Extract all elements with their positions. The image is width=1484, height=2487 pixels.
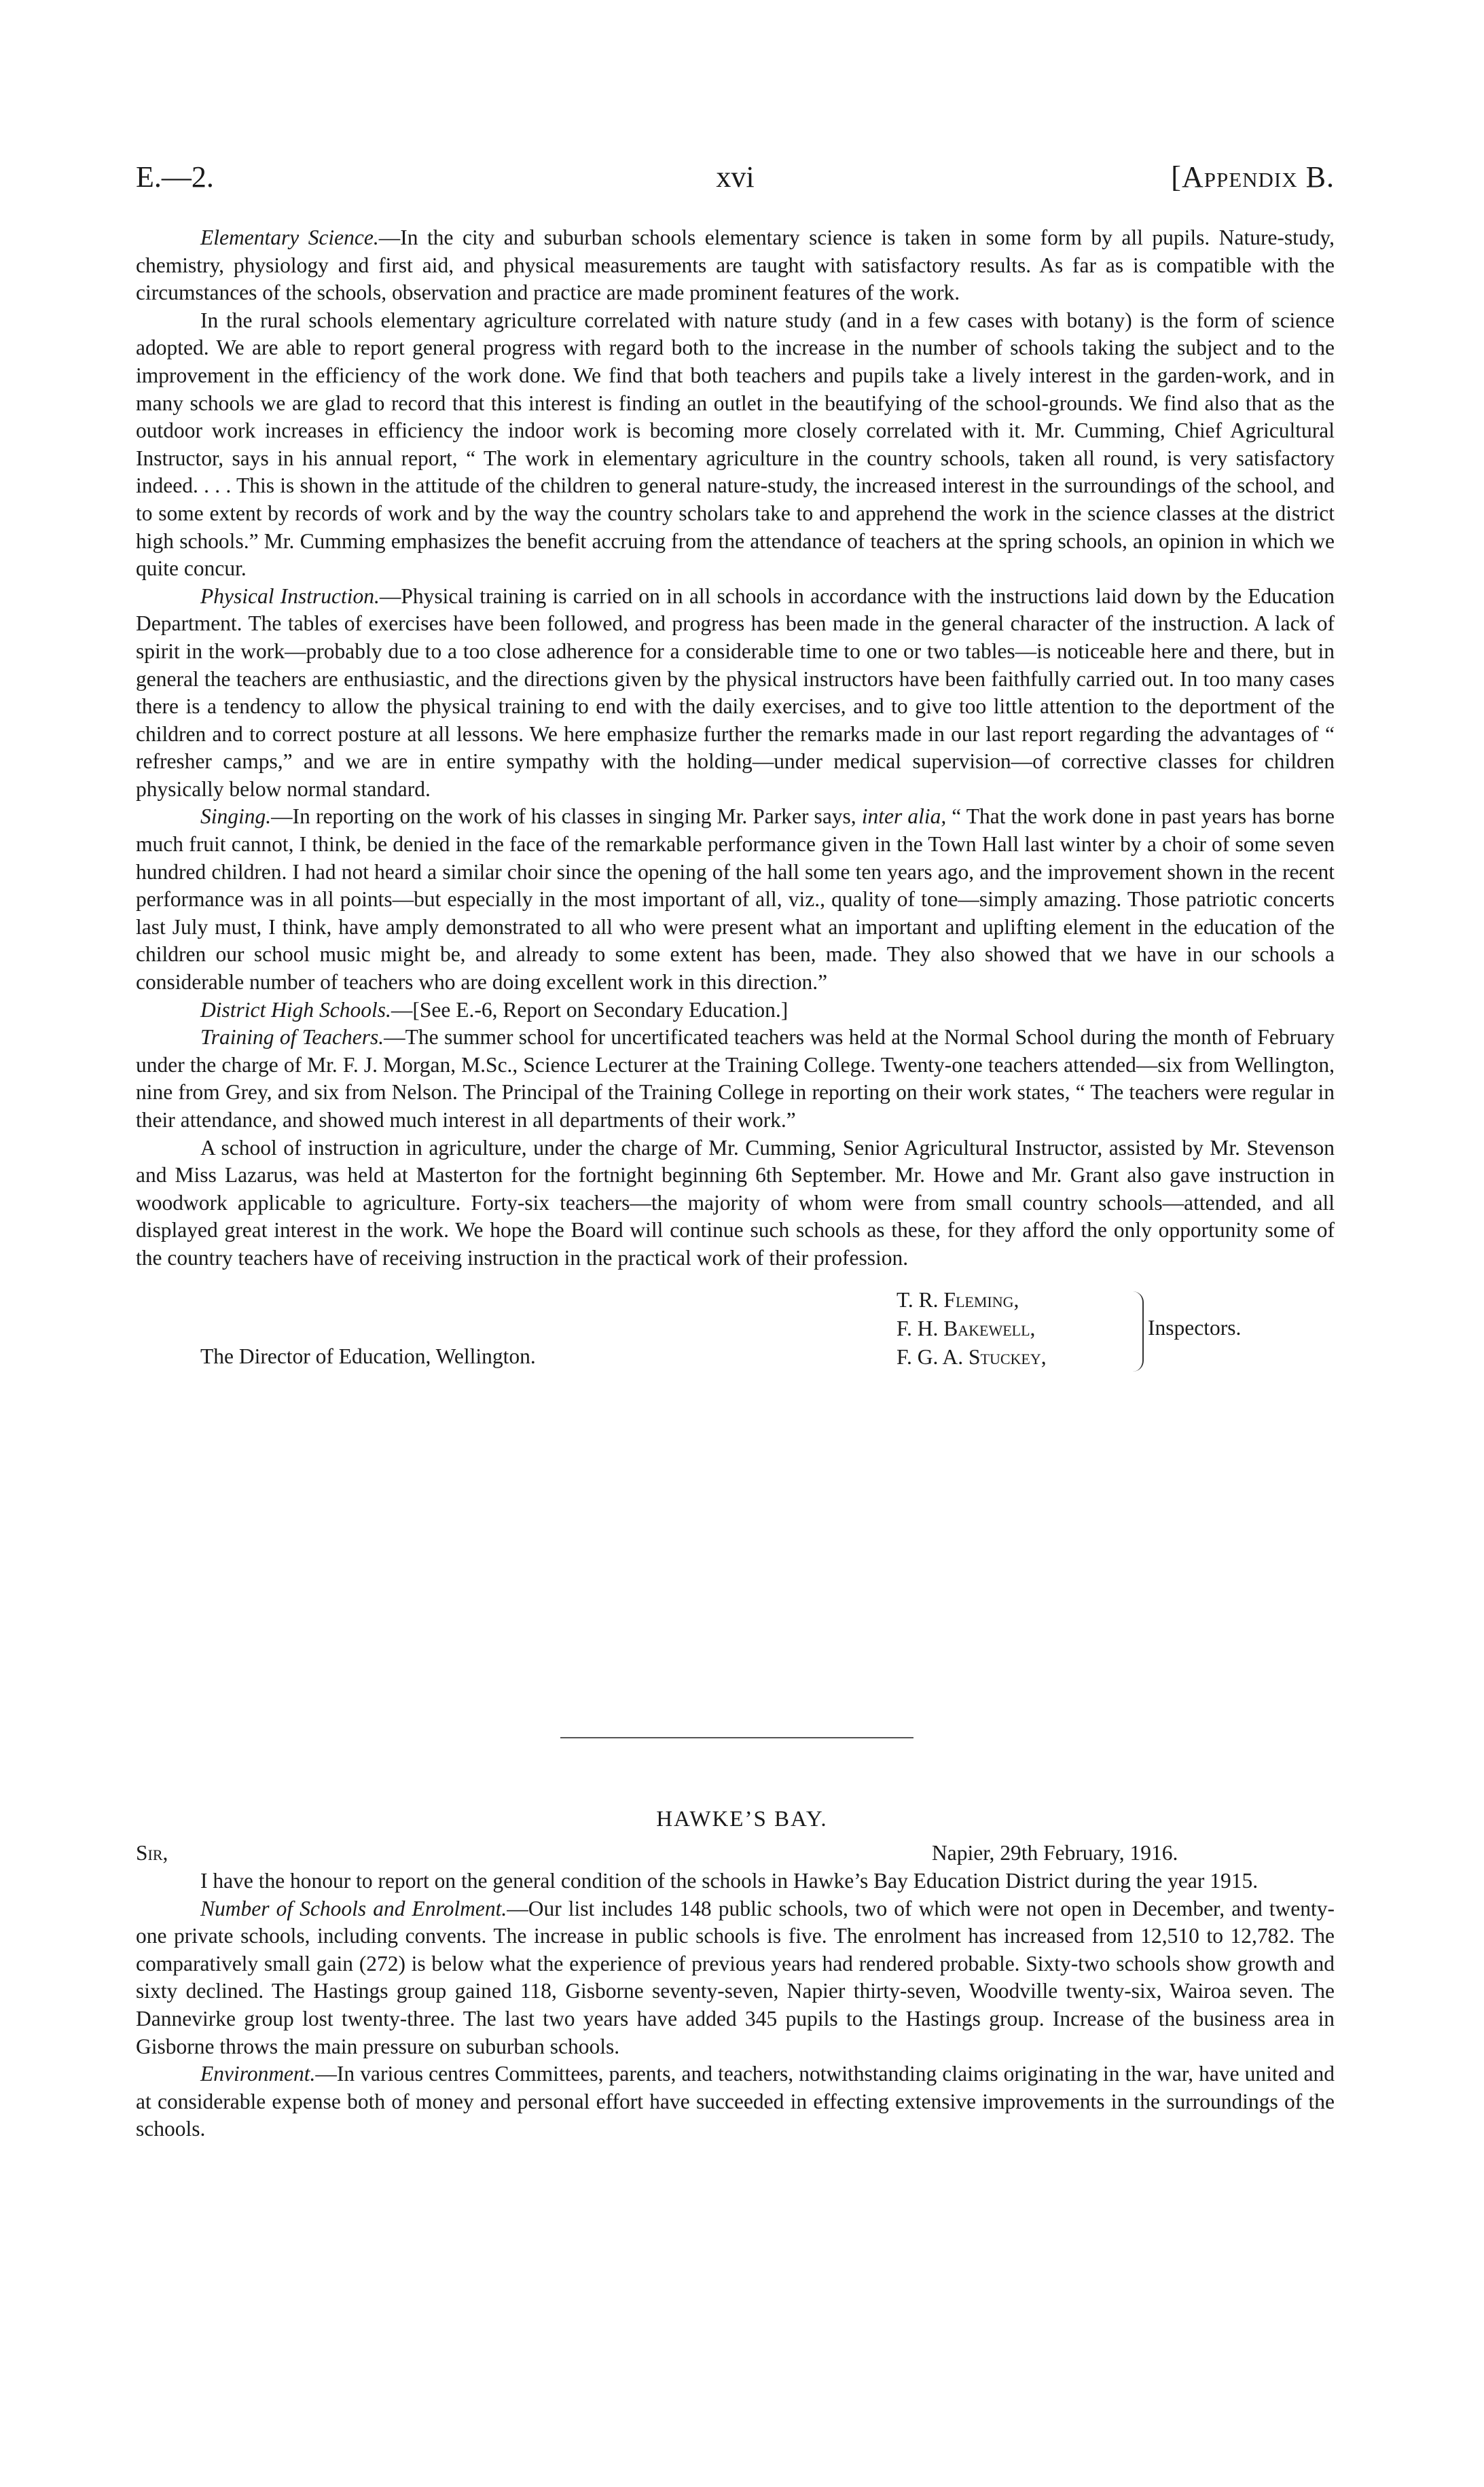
paragraph-intro bbox=[136, 1867, 1335, 1895]
section-label: Elementary Science. bbox=[200, 226, 379, 249]
signatory-surname: Stuckey, bbox=[969, 1344, 1047, 1369]
signatory-surname: Fleming, bbox=[943, 1287, 1019, 1312]
paragraph-physical-instruction bbox=[136, 583, 1335, 804]
appendix-letter: B. bbox=[1305, 160, 1335, 194]
section-label: Singing. bbox=[200, 804, 272, 829]
signatory-role: Inspectors. bbox=[1148, 1315, 1242, 1340]
date-line: Napier, 29th February, 1916. bbox=[932, 1841, 1178, 1865]
section-label: Training of Teachers. bbox=[200, 1025, 384, 1050]
section-divider bbox=[560, 1737, 913, 1738]
report-body-inspectors bbox=[136, 224, 1335, 1374]
signatory-initials: T. R. bbox=[897, 1287, 944, 1312]
section-label: Number of Schools and Enrolment. bbox=[200, 1896, 507, 1920]
paragraph-text: —Physical training is carried on in all schools in accordance with the instructions laid down by the Education Department. The tables of exercises have been followed, and progress has been made in the general character of the instruction. A lack of spirit in the work—probably due to a too close adherence for a considerable time to one or two tables—is noticeable here and there, but in general the teachers are enthusiastic, and the directions given by the physical instructors have been faithfully carried out. In too many cases there is a tendency to allow the physical training to end with the daily exercises, and to give too little attention to the deportment of the children and to correct posture at all lessons. We here emphasize further the remarks made in our last report regarding the advantages of “ refresher camps,” and we are in entire sympathy with the holding—under medical supervision—of corrective classes for children physically below normal standard. bbox=[136, 584, 1335, 801]
latin-phrase: inter alia, bbox=[861, 804, 947, 829]
section-label: Environment. bbox=[200, 2062, 316, 2086]
appendix-word: Appendix bbox=[1181, 160, 1298, 194]
paragraph-singing bbox=[136, 803, 1335, 996]
signatory bbox=[897, 1343, 1047, 1372]
page-header bbox=[136, 160, 1335, 200]
signatory-list bbox=[897, 1286, 1047, 1372]
appendix-bracket: [ bbox=[1171, 160, 1182, 194]
addressee: The Director of Education, Wellington. bbox=[200, 1344, 536, 1368]
paragraph-text: —In the city and suburban schools elementary science is taken in some form by all pupils. Nature-study, chemistry, physiology and first aid, and physical measurements are taught with satisfactory results. As far as is compatible with the circumstances of the schools, observation and practice are made prominent features of the work. bbox=[136, 226, 1335, 305]
section-label: Physical Instruction. bbox=[200, 584, 380, 608]
salutation: Sir, bbox=[136, 1841, 168, 1865]
page-reference: E.—2. bbox=[136, 160, 214, 194]
paragraph-text: —The summer school for uncertificated teachers was held at the Normal School during the month of February under the charge of Mr. F. J. Morgan, M.Sc., Science Lecturer at the Training College. Twenty-one teachers attended—six from Wellington, nine from Grey, and six from Nelson. The Principal of the Training College in reporting on their work states, “ The teachers were regular in their attendance, and showed much interest in all departments of their work.” bbox=[136, 1025, 1335, 1132]
signatory-surname: Bakewell, bbox=[943, 1316, 1036, 1340]
report-body-hawkes-bay bbox=[136, 1840, 1335, 2143]
section-label: District High Schools. bbox=[200, 997, 391, 1022]
signature-block bbox=[136, 1286, 1335, 1374]
paragraph-elementary-science bbox=[136, 224, 1335, 307]
paragraph-agriculture-school bbox=[136, 1134, 1335, 1272]
brace-divider bbox=[1133, 1291, 1144, 1372]
signatory-initials: F. G. A. bbox=[897, 1344, 969, 1369]
signatory bbox=[897, 1286, 1047, 1314]
paragraph-text: —Our list includes 148 public schools, two of which were not open in December, and twenty-one private schools, including convents. The increase in public schools is five. The enrolment has increased from 12,510 to 12,782. The comparatively small gain (272) is below what the experience of previous years had rendered probable. Sixty-two schools show growth and sixty declined. The Hastings group gained 118, Gisborne seventy-seven, Napier thirty-seven, Woodville twenty-six, Wairoa seven. The Dannevirke group lost twenty-three. The last two years have added 345 pupils to the Hastings group. Increase of the business area in Gisborne throws the main pressure on suburban schools. bbox=[136, 1896, 1335, 2058]
signatory bbox=[897, 1314, 1047, 1343]
signatory-initials: F. H. bbox=[897, 1316, 944, 1340]
paragraph-text: I have the honour to report on the general condition of the schools in Hawke’s Bay Education District during the year 1915. bbox=[200, 1869, 1259, 1893]
paragraph-environment bbox=[136, 2060, 1335, 2143]
paragraph-district-high-schools bbox=[136, 997, 1335, 1024]
salutation-line bbox=[136, 1840, 1335, 1867]
paragraph-enrolment bbox=[136, 1895, 1335, 2061]
paragraph-text: —[See E.-6, Report on Secondary Education.] bbox=[391, 997, 789, 1022]
paragraph-text: “ That the work done in past years has borne much fruit cannot, I think, be denied in the face of the remarkable performance given in the Town Hall last winter by a choir of some seven hundred children. I had not heard a similar choir since the opening of the hall some ten years ago, and the improvement shown in the recent performance was in all points—but especially in the most important of all, viz., quality of tone—simply amazing. Those patriotic concerts last July must, I think, have amply demonstrated to all who were present what an important and uplifting element in the education of the children our school music might be, and already to some extent has been, made. They also showed that we have in our schools a considerable number of teachers who are doing excellent work in this direction.” bbox=[136, 804, 1335, 995]
page-number: xvi bbox=[716, 160, 755, 194]
paragraph-text: A school of instruction in agriculture, under the charge of Mr. Cumming, Senior Agricultural Instructor, assisted by Mr. Stevenson and Miss Lazarus, was held at Masterton for the fortnight beginning 6th September. Mr. Howe and Mr. Grant also gave instruction in woodwork applicable to agriculture. Forty-six teachers—the majority of whom were from small country schools—attended, and all displayed great interest in the work. We hope the Board will continue such schools as these, for they afford the only opportunity some of the country teachers have of receiving instruction in the practical work of their profession. bbox=[136, 1135, 1335, 1270]
paragraph-text: —In various centres Committees, parents, and teachers, notwithstanding claims originating in the war, have united and at considerable expense both of money and personal effort have succeeded in effecting extensive improvements in the surroundings of the schools. bbox=[136, 2062, 1335, 2141]
paragraph-training-of-teachers bbox=[136, 1024, 1335, 1134]
paragraph-text: In the rural schools elementary agriculture correlated with nature study (and in a few cases with botany) is the form of science adopted. We are able to report general progress with regard both to the increase in the number of schools taking the subject and to the improvement in the efficiency of the work done. We find that both teachers and pupils take a lively interest in the garden-work, and in many schools we are glad to record that this interest is finding an outlet in the beautifying of the school-grounds. We find also that as the outdoor work increases in efficiency the indoor work is becoming more closely correlated with it. Mr. Cumming, Chief Agricultural Instructor, says in his annual report, “ The work in elementary agriculture in the country schools, taken all round, is very satisfactory indeed. . . . This is shown in the attitude of the children to general nature-study, the increased interest in the surroundings of the school, and to some extent by records of work and by the way the country scholars take to and apprehend the work in the science classes at the district high schools.” Mr. Cumming emphasizes the benefit accruing from the attendance of teachers at the spring schools, an opinion in which we quite concur. bbox=[136, 308, 1335, 581]
paragraph-text: —In reporting on the work of his classes in singing Mr. Parker says, bbox=[271, 804, 862, 829]
section-title-hawkes-bay: HAWKE’S BAY. bbox=[656, 1807, 828, 1831]
appendix-label bbox=[1171, 160, 1335, 194]
paragraph-rural-agriculture bbox=[136, 307, 1335, 583]
